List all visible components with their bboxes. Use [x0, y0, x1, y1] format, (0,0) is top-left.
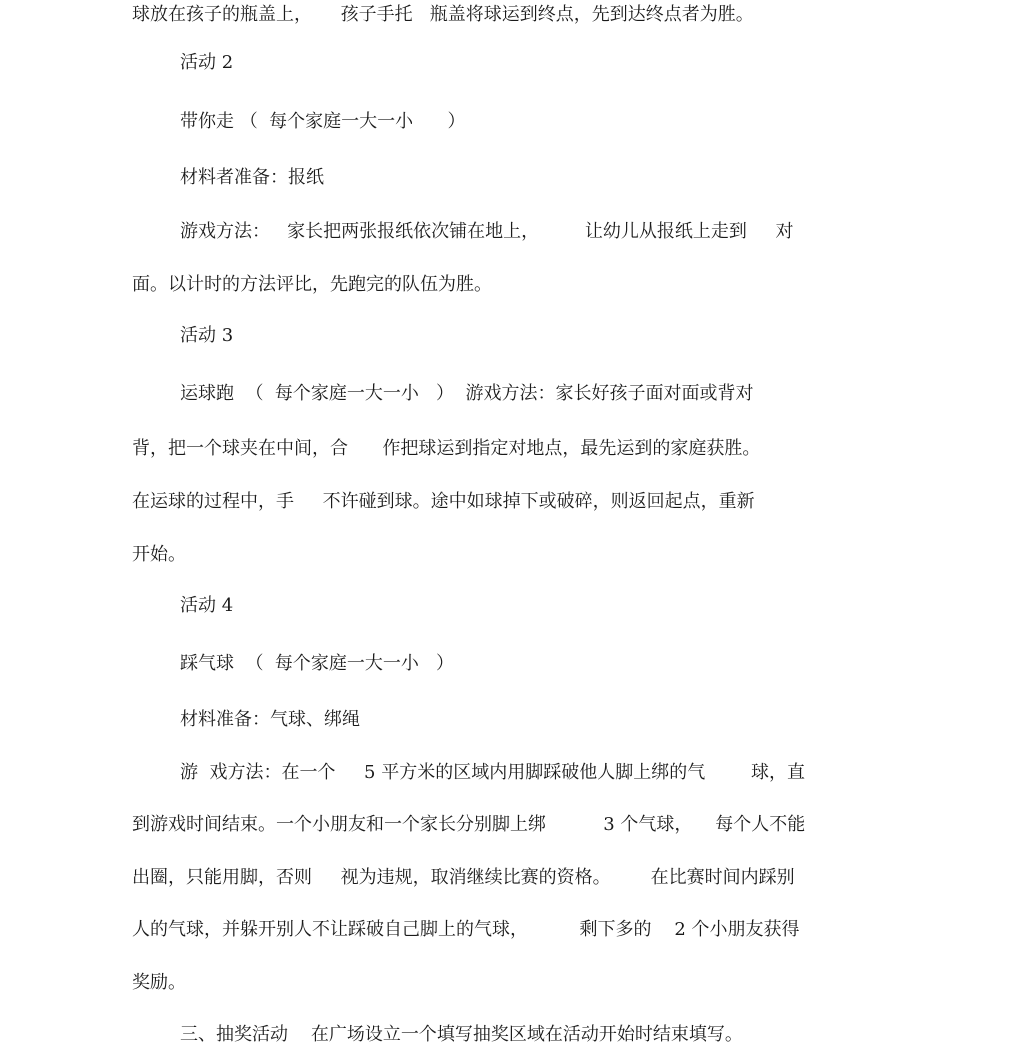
activity-4-method-line-5: 奖励。	[132, 972, 186, 993]
activity-2-heading: 活动 2	[180, 52, 234, 73]
activity-3-method-line-3: 在运球的过程中，手 不许碰到球。途中如球掉下或破碎，则返回起点，重新	[132, 491, 755, 512]
activity-2-method-line-1: 游戏方法： 家长把两张报纸依次铺在地上， 让幼儿从报纸上走到 对	[180, 221, 794, 242]
activity-3-title-method: 运球跑 （ 每个家庭一大一小 ） 游戏方法：家长好孩子面对面或背对	[180, 383, 754, 404]
activity-3-heading: 活动 3	[180, 325, 234, 346]
activity-2-materials: 材料者准备：报纸	[180, 167, 324, 188]
activity-4-method-line-1: 游 戏方法：在一个 5 平方米的区域内用脚踩破他人脚上绑的气 球，直	[180, 762, 805, 783]
activity-4-method-line-2: 到游戏时间结束。一个小朋友和一个家长分别脚上绑 3 个气球， 每个人不能	[132, 814, 806, 835]
activity-4-materials: 材料准备：气球、绑绳	[180, 709, 360, 730]
activity-3-method-line-4: 开始。	[132, 544, 186, 565]
activity-3-method-line-2: 背，把一个球夹在中间，合 作把球运到指定对地点，最先运到的家庭获胜。	[132, 438, 761, 459]
section-3-lottery: 三、抽奖活动 在广场设立一个填写抽奖区域在活动开始时结束填写。	[180, 1024, 743, 1045]
activity-4-title: 踩气球 （ 每个家庭一大一小 ）	[180, 653, 455, 674]
activity-4-heading: 活动 4	[180, 595, 234, 616]
activity-2-method-line-2: 面。以计时的方法评比，先跑完的队伍为胜。	[132, 274, 492, 295]
activity-4-method-line-3: 出圈，只能用脚，否则 视为违规，取消继续比赛的资格。 在比赛时间内踩别	[132, 867, 795, 888]
activity-2-title: 带你走 （ 每个家庭一大一小 ）	[180, 111, 466, 132]
activity-4-method-line-4: 人的气球，并躲开别人不让踩破自己脚上的气球， 剩下多的 2 个小朋友获得	[132, 919, 800, 940]
text-line-1: 球放在孩子的瓶盖上， 孩子手托 瓶盖将球运到终点，先到达终点者为胜。	[132, 4, 754, 25]
